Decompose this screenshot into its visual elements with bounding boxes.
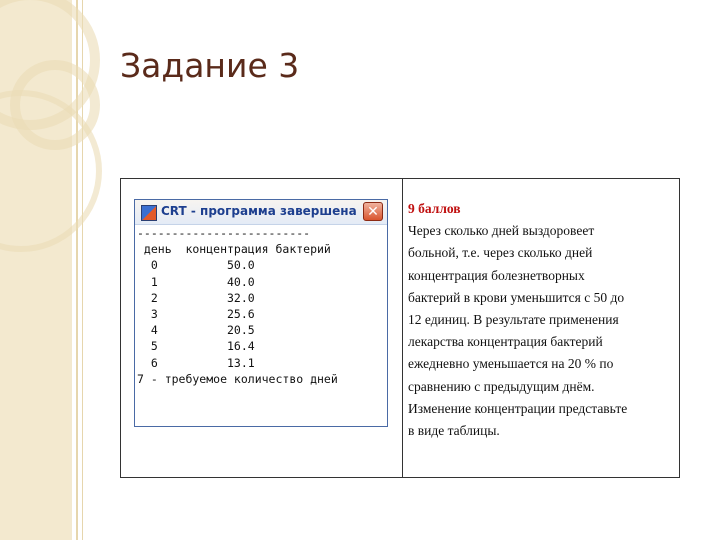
table-divider [402, 178, 403, 478]
console-line: 7 - требуемое количество дней [137, 371, 338, 386]
console-line: 0 50.0 [137, 258, 255, 273]
task-line: ежедневно уменьшается на 20 % по [408, 356, 614, 372]
crt-titlebar[interactable] [135, 200, 387, 225]
console-line: день концентрация бактерий [137, 242, 331, 257]
console-line: ------------------------- [137, 226, 311, 240]
task-line: Через сколько дней выздоровеет [408, 223, 595, 239]
console-line: 5 16.4 [137, 339, 255, 354]
crt-window[interactable] [134, 199, 388, 427]
task-points: 9 баллов [408, 201, 461, 216]
console-line: 1 40.0 [137, 274, 255, 289]
slide-title: Задание 3 [120, 46, 300, 85]
task-line: бактерий в крови уменьшится с 50 до [408, 289, 625, 305]
console-line: 4 20.5 [137, 323, 255, 338]
crt-console-output [137, 225, 338, 387]
console-line: 6 13.1 [137, 355, 255, 370]
task-line: 12 единиц. В результате применения [408, 312, 619, 328]
task-line: концентрация болезнетворных [408, 267, 585, 283]
close-icon[interactable]: ✕ [363, 202, 383, 221]
crt-app-icon [141, 205, 157, 221]
task-line: больной, т.е. через сколько дней [408, 245, 593, 261]
task-line: в виде таблицы. [408, 423, 500, 439]
console-line: 2 32.0 [137, 290, 255, 305]
crt-window-title: CRT - программа завершена [161, 204, 357, 218]
task-line: сравнению с предыдущим днём. [408, 378, 595, 394]
task-line: лекарства концентрация бактерий [408, 334, 603, 350]
task-line: Изменение концентрации представьте [408, 400, 628, 416]
task-description [408, 198, 676, 442]
console-line: 3 25.6 [137, 307, 255, 322]
